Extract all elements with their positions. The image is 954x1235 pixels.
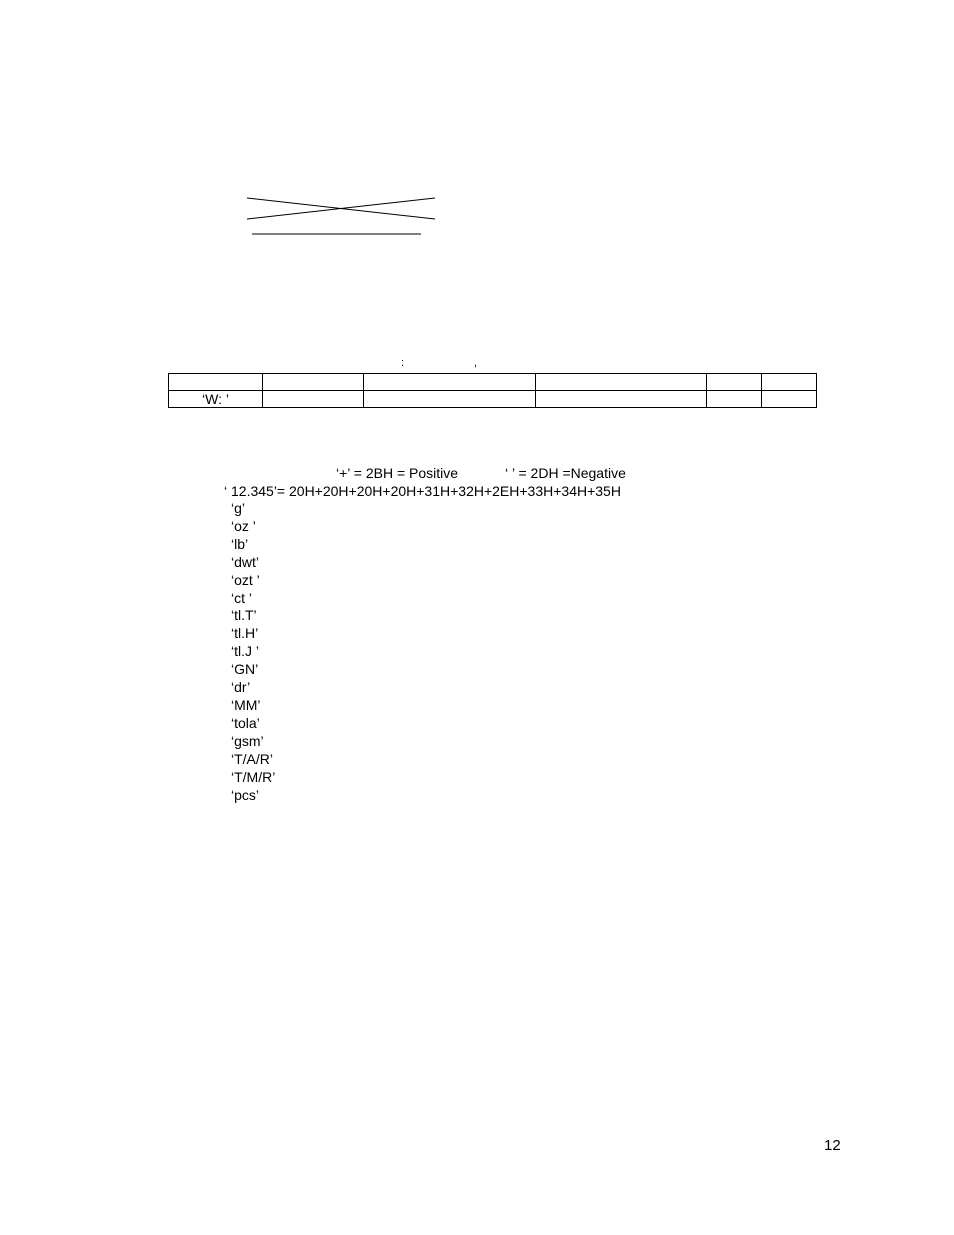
- units-list: [231, 500, 275, 804]
- list-item: ‘g’: [231, 500, 246, 516]
- page-number: 12: [824, 1137, 841, 1154]
- table-cell: [364, 374, 536, 391]
- list-item: ‘GN’: [231, 661, 259, 678]
- list-item: ‘ct ’: [231, 589, 252, 606]
- crossed-out-figure: [240, 190, 440, 240]
- table-cell: [169, 374, 263, 391]
- list-item: ‘tl.T’: [231, 607, 257, 624]
- list-item: ‘T/M/R’: [231, 768, 276, 785]
- list-item: ‘dr’: [231, 679, 251, 696]
- table-cell: [762, 391, 817, 408]
- table-cell: [536, 374, 707, 391]
- table-row: [169, 391, 817, 408]
- table-cell-header-code: ‘W: ’: [169, 391, 263, 408]
- list-item: ‘ozt ’: [231, 571, 260, 588]
- list-item: ‘tl.H’: [231, 625, 259, 642]
- table-cell: [707, 374, 762, 391]
- data-format-table: [168, 373, 817, 408]
- table-caption-colon: :: [401, 357, 405, 369]
- weight-encoding-example: ‘ 12.345’= 20H+20H+20H+20H+31H+32H+2EH+33H+34H+35H: [224, 483, 621, 499]
- list-item: ‘dwt’: [231, 553, 260, 570]
- sign-positive-text: ‘+’ = 2BH = Positive: [336, 465, 459, 481]
- table-cell: [263, 391, 364, 408]
- list-item: ‘pcs’: [231, 786, 260, 803]
- table-caption-comma: ,: [474, 357, 478, 369]
- table-cell: [707, 391, 762, 408]
- sign-negative-text: ‘ ’ = 2DH =Negative: [505, 465, 626, 481]
- list-item: ‘lb’: [231, 535, 249, 552]
- list-item: ‘MM’: [231, 696, 261, 713]
- table-cell: [762, 374, 817, 391]
- list-item: ‘T/A/R’: [231, 750, 273, 767]
- table-row: [169, 374, 817, 391]
- list-item: ‘oz ’: [231, 517, 256, 534]
- list-item: ‘tola’: [231, 714, 260, 731]
- table-cell: [263, 374, 364, 391]
- table-cell: [364, 391, 536, 408]
- list-item: ‘gsm’: [231, 732, 264, 749]
- list-item: ‘tl.J ’: [231, 643, 259, 660]
- table-cell: [536, 391, 707, 408]
